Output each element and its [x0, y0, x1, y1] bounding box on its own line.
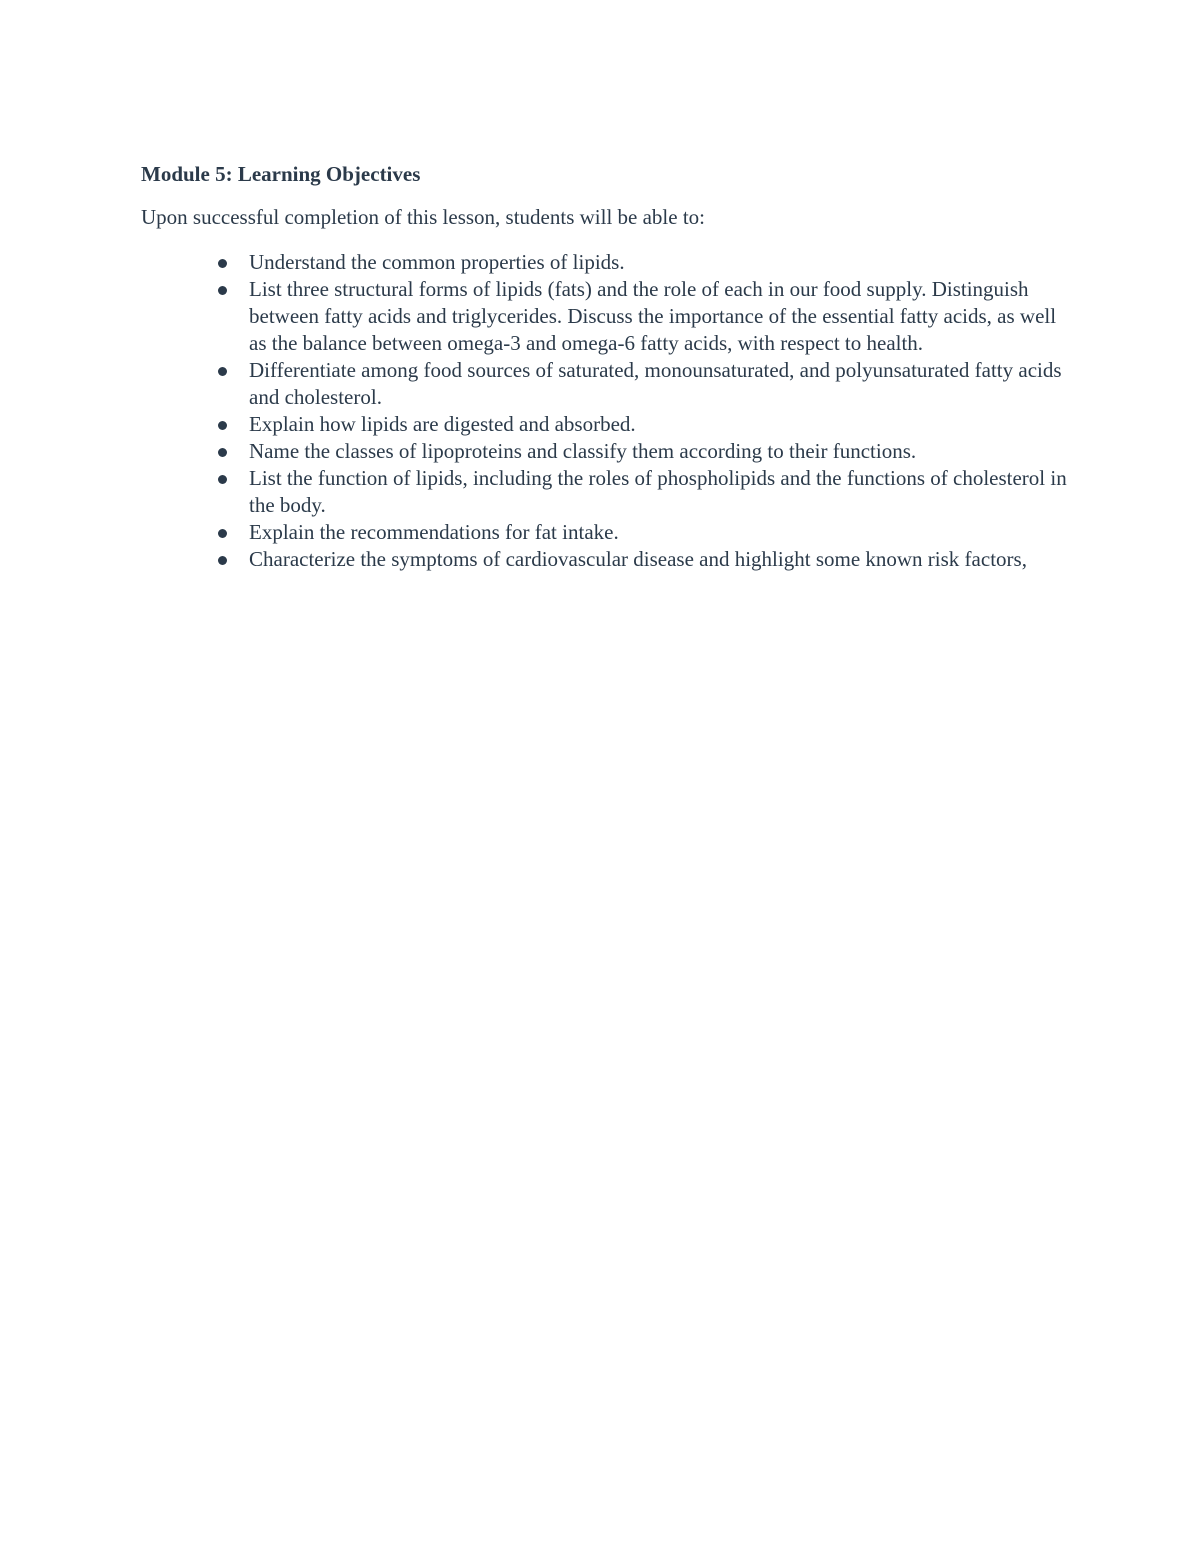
objective-text: Understand the common properties of lipids. — [249, 250, 625, 274]
objective-text: List the function of lipids, including the roles of phospholipids and the functions of cholesterol in the body. — [249, 466, 1067, 517]
bullet-icon — [218, 259, 227, 268]
objective-text: Explain how lipids are digested and absorbed. — [249, 412, 636, 436]
intro-paragraph: Upon successful completion of this lesson, students will be able to: — [141, 205, 706, 229]
list-item — [141, 465, 1071, 519]
objective-text: List three structural forms of lipids (fats) and the role of each in our food supply. Distinguish between fatty acids and triglycerides. Discuss the importance of the essential fatty acids, as well as the balance between omega-3 and omega-6 fatty acids, with respect to health. — [249, 277, 1057, 355]
objective-text: Differentiate among food sources of saturated, monounsaturated, and polyunsaturated fatty acids and cholesterol. — [249, 358, 1062, 409]
page-title: Module 5: Learning Objectives — [141, 162, 421, 186]
list-item — [141, 519, 1071, 546]
bullet-icon — [218, 367, 227, 376]
list-item — [141, 249, 1071, 276]
objective-text: Name the classes of lipoproteins and classify them according to their functions. — [249, 439, 917, 463]
bullet-icon — [218, 529, 227, 538]
objective-text: Characterize the symptoms of cardiovascular disease and highlight some known risk factors, — [249, 547, 1027, 571]
list-item — [141, 546, 1071, 573]
bullet-icon — [218, 448, 227, 457]
document-content — [141, 160, 1071, 573]
bullet-icon — [218, 475, 227, 484]
bullet-icon — [218, 421, 227, 430]
list-item — [141, 438, 1071, 465]
objective-text: Explain the recommendations for fat intake. — [249, 520, 619, 544]
list-item — [141, 357, 1071, 411]
list-item — [141, 411, 1071, 438]
objectives-list — [141, 249, 1071, 573]
list-item — [141, 276, 1071, 357]
bullet-icon — [218, 556, 227, 565]
bullet-icon — [218, 286, 227, 295]
